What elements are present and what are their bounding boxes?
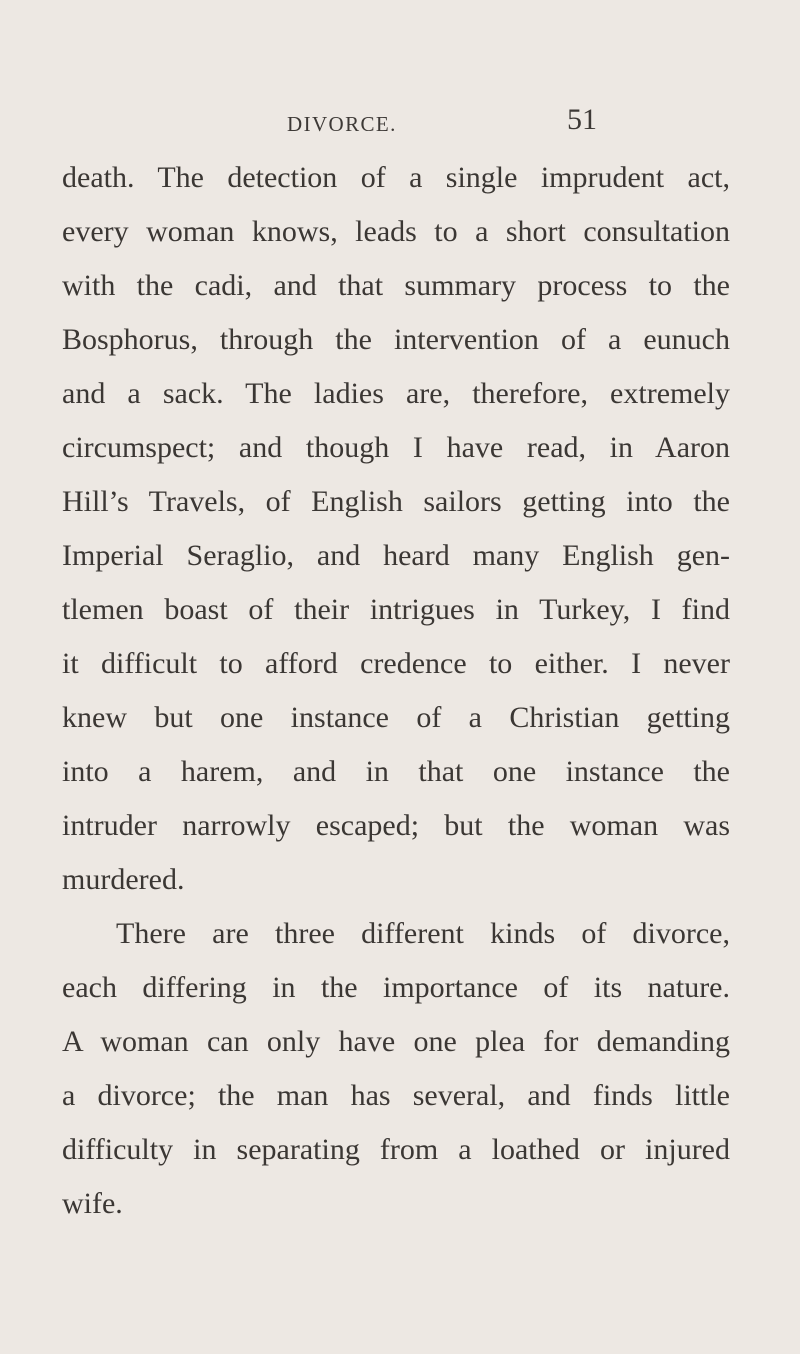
text-line: There are three different kinds of divorce, [116,917,730,950]
text-line: A woman can only have one plea for demanding [62,1025,730,1058]
text-line: with the cadi, and that summary process to the [62,269,730,302]
text-line: and a sack. The ladies are, therefore, extremely [62,377,730,410]
running-title: DIVORCE. [287,112,397,136]
running-head [0,100,800,140]
text-line: Bosphorus, through the intervention of a eunuch [62,323,730,356]
text-line: it difficult to afford credence to either. I never [62,647,730,680]
text-line: intruder narrowly escaped; but the woman was [62,809,730,842]
text-line: knew but one instance of a Christian getting [62,701,730,734]
text-line: every woman knows, leads to a short consultation [62,215,730,248]
text-line: circumspect; and though I have read, in Aaron [62,431,730,464]
page-number: 51 [567,103,597,136]
text-line: murdered. [62,863,185,896]
text-line: wife. [62,1187,123,1220]
text-line: Hill’s Travels, of English sailors getting into the [62,485,730,518]
text-line: into a harem, and in that one instance the [62,755,730,788]
text-line: each differing in the importance of its nature. [62,971,730,1004]
text-line: a divorce; the man has several, and finds little [62,1079,730,1112]
text-line: Imperial Seraglio, and heard many English gen- [62,539,730,572]
text-line: difficulty in separating from a loathed or injured [62,1133,730,1166]
text-line: tlemen boast of their intrigues in Turkey, I find [62,593,730,626]
text-line: death. The detection of a single imprudent act, [62,161,730,194]
